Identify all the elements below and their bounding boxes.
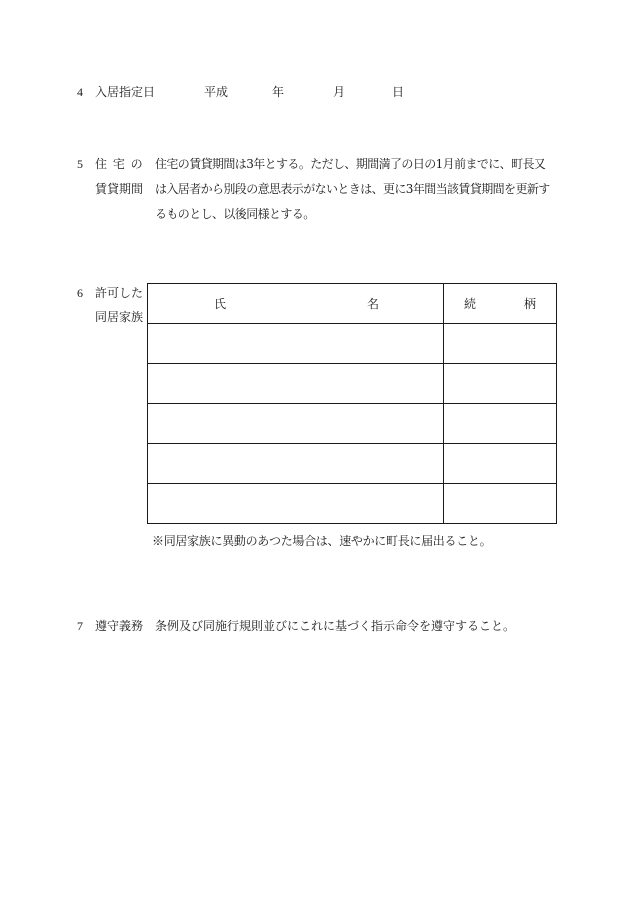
header-relation-char2: 柄 — [524, 297, 537, 311]
item5-number: 5 — [77, 157, 83, 171]
item7-text: 条例及び同施行規則並びにこれに基づく指示命令を遵守すること。 — [155, 619, 516, 633]
family-table — [147, 283, 557, 524]
item4-number: 4 — [77, 85, 83, 99]
family-relation-cell — [444, 324, 557, 364]
family-name-cell — [148, 444, 444, 484]
item4-label: 入居指定日 — [95, 85, 156, 99]
family-name-cell — [148, 484, 444, 524]
item6-label-line2: 同居家族 — [95, 310, 144, 324]
item5-text-line2: は入居者から別段の意思表示がないときは、更に3年間当該賃貸期間を更新す — [155, 182, 550, 196]
item6-number: 6 — [77, 286, 83, 300]
header-name-char1: 氏 — [214, 297, 227, 311]
family-name-cell — [148, 364, 444, 404]
item6-label-line1: 許可した — [95, 286, 144, 300]
header-name-char2: 名 — [367, 297, 380, 311]
family-change-note: ※同居家族に異動のあつた場合は、速やかに町長に届出ること。 — [152, 534, 492, 548]
family-name-cell — [148, 324, 444, 364]
item5-label-line2: 賃貸期間 — [95, 182, 144, 196]
family-relation-cell — [444, 404, 557, 444]
family-relation-cell — [444, 364, 557, 404]
item4-era: 平成 — [204, 85, 229, 99]
family-relation-cell — [444, 484, 557, 524]
table-row — [148, 404, 557, 444]
item4-year: 年 — [272, 85, 285, 99]
item7-number: 7 — [77, 619, 83, 633]
item4-day: 日 — [392, 85, 405, 99]
family-name-cell — [148, 404, 444, 444]
table-row — [148, 324, 557, 364]
family-table-header-name — [148, 284, 444, 324]
table-row — [148, 444, 557, 484]
table-row — [148, 364, 557, 404]
family-table-header-relation — [444, 284, 557, 324]
item4-month: 月 — [333, 85, 346, 99]
table-row — [148, 484, 557, 524]
item5-label-line1: 住 宅 の — [95, 157, 144, 171]
item5-text-line3: るものとし、以後同様とする。 — [155, 207, 315, 221]
family-table-header-row — [148, 284, 557, 324]
item5-text-line1: 住宅の賃貸期間は3年とする。ただし、期間満了の日の1月前までに、町長又 — [155, 157, 546, 171]
item7-label: 遵守義務 — [95, 619, 144, 633]
family-relation-cell — [444, 444, 557, 484]
header-relation-char1: 続 — [464, 297, 477, 311]
